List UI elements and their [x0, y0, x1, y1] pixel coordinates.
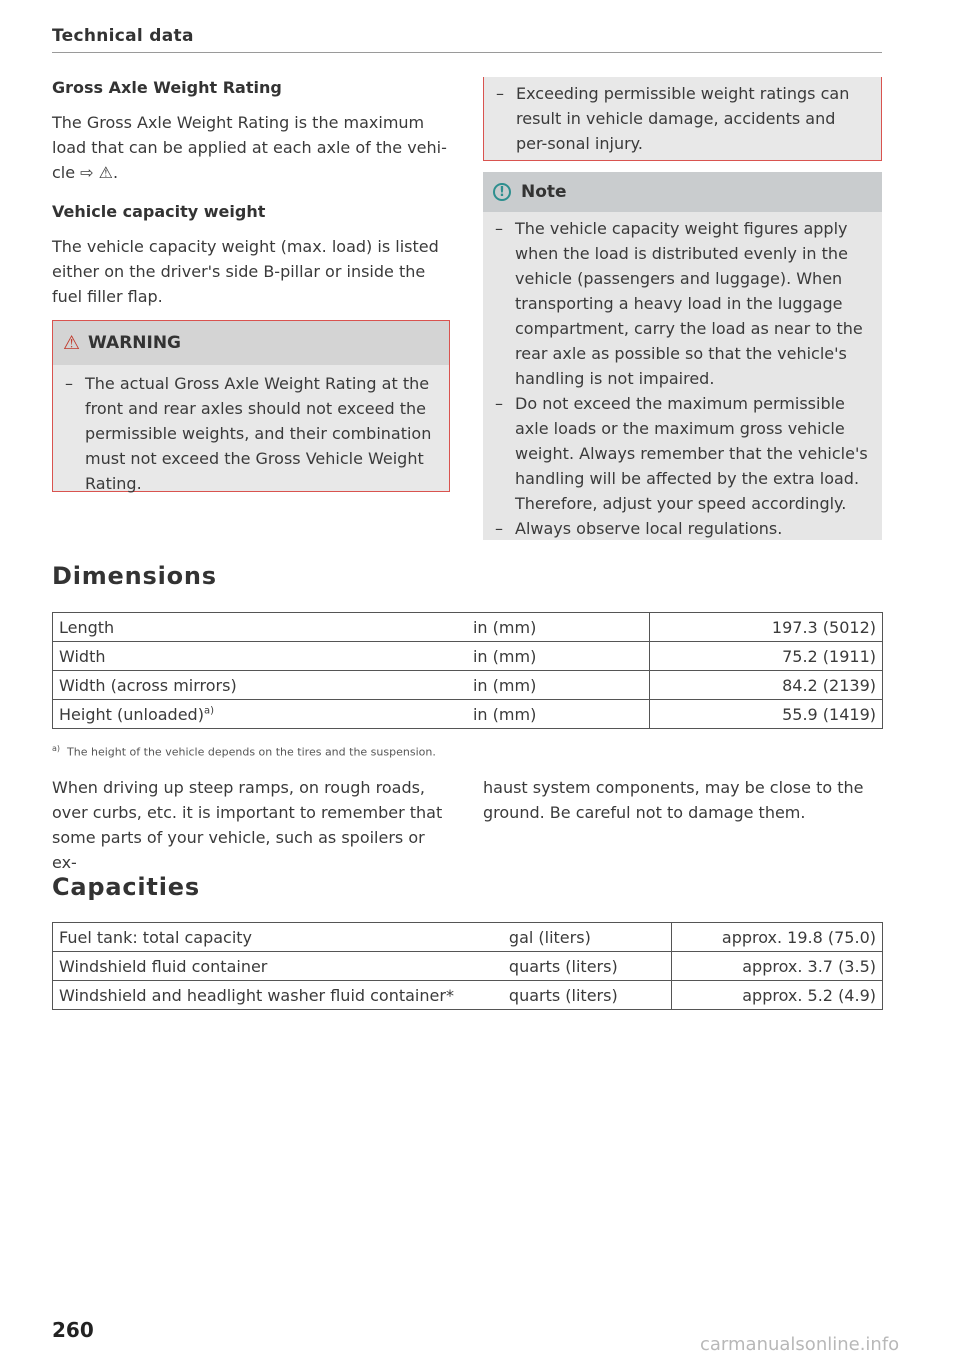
- note-item: – Do not exceed the maximum permissible axle loads or the maximum gross vehicle weight. Always remember that the vehicle's handling will be affected by the extra load. Therefore, adjust your speed accordingly.: [495, 394, 868, 513]
- gawr-text: The Gross Axle Weight Rating is the maximum load that can be applied at each axle of the vehi-cle ⇨ ⚠.: [52, 113, 447, 182]
- dim-value: 75.2 (1911): [650, 642, 883, 671]
- dimensions-table: [52, 612, 883, 729]
- table-row: [53, 671, 883, 700]
- info-circle-icon: !: [493, 183, 511, 201]
- cap-label: Windshield and headlight washer fluid container*: [53, 981, 503, 1010]
- cap-value: approx. 3.7 (3.5): [672, 952, 883, 981]
- table-row: [53, 700, 883, 729]
- dim-label: Length: [53, 613, 467, 642]
- cap-label: Fuel tank: total capacity: [53, 923, 503, 952]
- header-divider: [52, 52, 882, 53]
- dim-value: 84.2 (2139): [650, 671, 883, 700]
- ramps-text-left: When driving up steep ramps, on rough roads, over curbs, etc. it is important to remember that some parts of your vehicle, such as spoilers or ex-: [52, 778, 443, 872]
- capacity-weight-text: The vehicle capacity weight (max. load) is listed either on the driver's side B-pillar or inside the fuel filler flap.: [52, 237, 439, 306]
- dim-value: 197.3 (5012): [650, 613, 883, 642]
- capacity-weight-heading: Vehicle capacity weight: [52, 202, 266, 221]
- dim-unit: in (mm): [467, 700, 650, 729]
- cap-value: approx. 5.2 (4.9): [672, 981, 883, 1010]
- footnote: [52, 744, 436, 759]
- dimensions-heading: Dimensions: [52, 562, 217, 590]
- dim-unit: in (mm): [467, 671, 650, 700]
- capacities-table: [52, 922, 883, 1010]
- dim-value: 55.9 (1419): [650, 700, 883, 729]
- warning-continued-box: [483, 77, 882, 161]
- cap-label: Windshield fluid container: [53, 952, 503, 981]
- watermark: carmanualsonline.info: [700, 1334, 900, 1355]
- dim-unit: in (mm): [467, 642, 650, 671]
- warning-continued-item: – Exceeding permissible weight ratings can result in vehicle damage, accidents and per-sonal injury.: [496, 84, 850, 153]
- dim-label: Width: [53, 642, 467, 671]
- table-row: [53, 952, 883, 981]
- ramps-text-right: haust system components, may be close to the ground. Be careful not to damage them.: [483, 778, 864, 822]
- warning-box: [52, 320, 450, 492]
- table-row: [53, 923, 883, 952]
- warning-header: [53, 321, 449, 365]
- note-item: – The vehicle capacity weight figures apply when the load is distributed evenly in the vehicle (passengers and luggage). When transporting a heavy load in the luggage compartment, carry the load as near to the rear axle as possible so that the vehicle's handling is not impaired.: [495, 219, 863, 388]
- cap-unit: quarts (liters): [503, 952, 672, 981]
- table-row: [53, 642, 883, 671]
- section-header: Technical data: [52, 26, 194, 46]
- cap-value: approx. 19.8 (75.0): [672, 923, 883, 952]
- page-number: 260: [52, 1318, 94, 1342]
- warning-title: WARNING: [88, 333, 182, 353]
- footnote-ref: a): [203, 705, 214, 717]
- dim-label: Height (unloaded)$^{a)}$: [53, 700, 467, 729]
- note-header: [483, 172, 882, 212]
- capacities-heading: Capacities: [52, 873, 200, 901]
- table-row: [53, 613, 883, 642]
- table-row: [53, 981, 883, 1010]
- note-item: – Always observe local regulations.: [495, 519, 783, 538]
- footnote-mark: a): [52, 744, 61, 753]
- footnote-text: The height of the vehicle depends on the tires and the suspension.: [67, 745, 436, 759]
- dim-unit: in (mm): [467, 613, 650, 642]
- gawr-heading: Gross Axle Weight Rating: [52, 78, 282, 97]
- note-title: Note: [521, 182, 567, 202]
- note-box: [483, 172, 882, 540]
- dim-label: Width (across mirrors): [53, 671, 467, 700]
- warning-item: – The actual Gross Axle Weight Rating at the front and rear axles should not exceed the permissible weights, and their combination must not exceed the Gross Vehicle Weight Rating.: [65, 374, 432, 493]
- cap-unit: gal (liters): [503, 923, 672, 952]
- warning-triangle-icon: ⚠: [63, 332, 81, 354]
- cap-unit: quarts (liters): [503, 981, 672, 1010]
